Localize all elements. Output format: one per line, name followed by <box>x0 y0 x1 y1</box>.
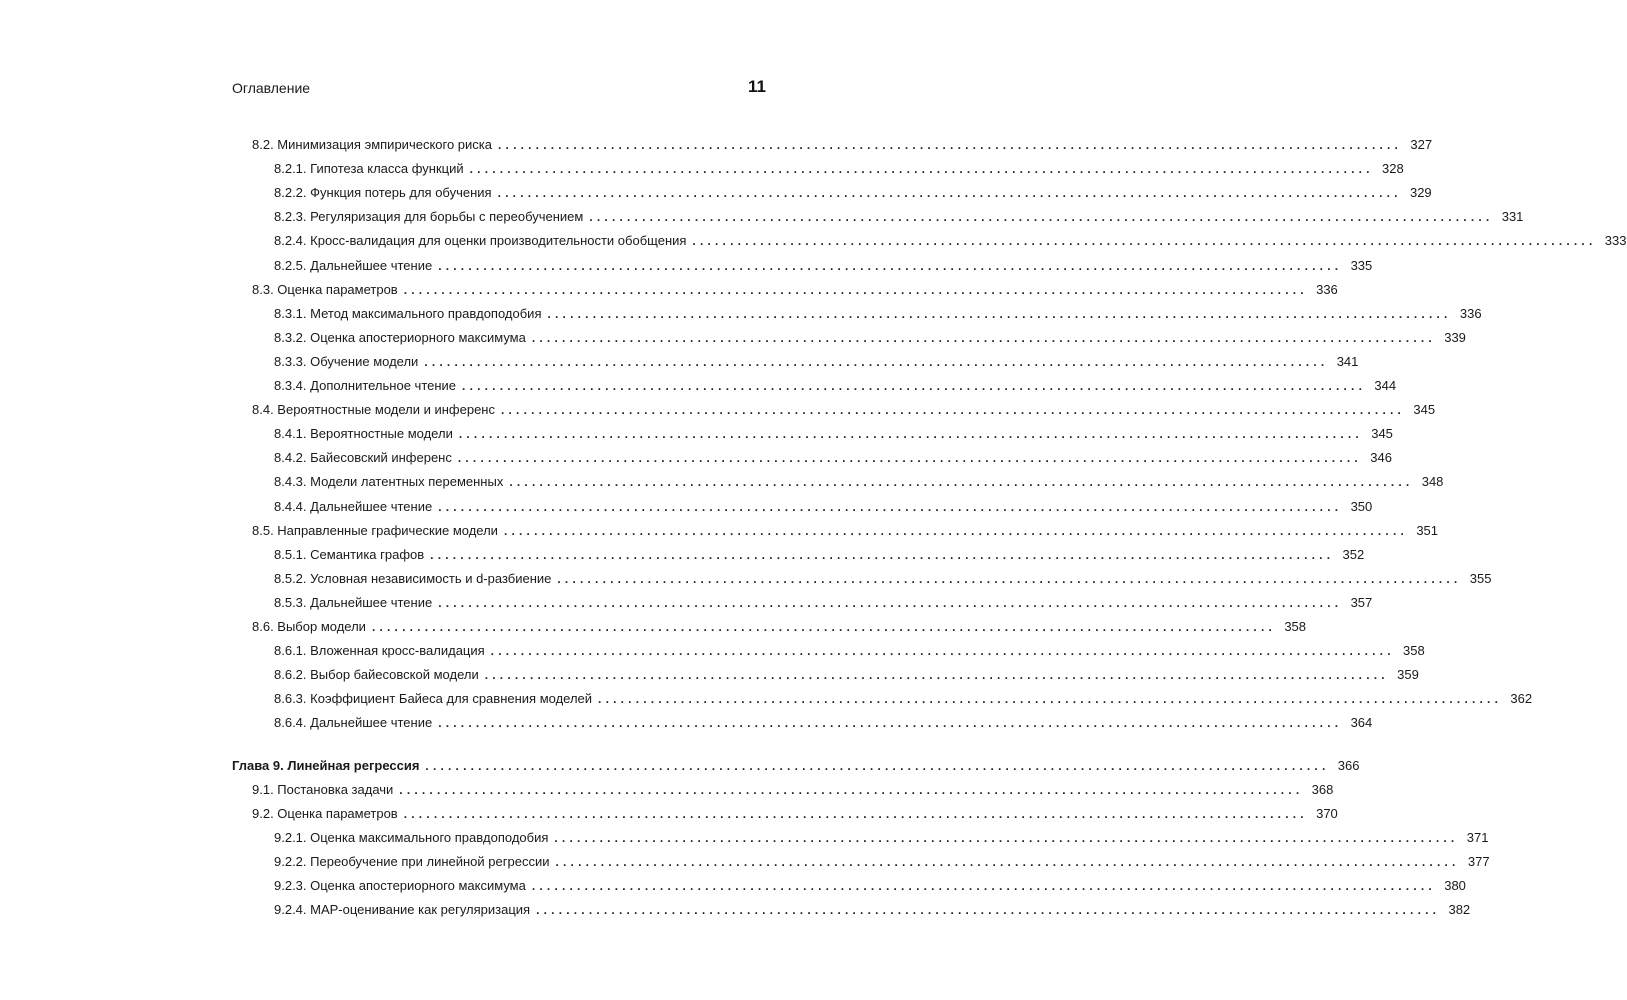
toc-entry <box>232 592 1373 614</box>
toc-entry-page: 335 <box>1350 257 1373 273</box>
toc-entry-page: 339 <box>1444 329 1466 345</box>
toc-entry <box>232 664 1419 686</box>
toc-entry-page: 336 <box>1316 281 1338 297</box>
toc-dot-leader: ........................................................................................................................ <box>531 330 1436 345</box>
toc-entry <box>232 255 1373 277</box>
toc-entry <box>232 544 1365 566</box>
toc-dot-leader: ........................................................................................................................ <box>430 547 1335 562</box>
toc-entry <box>232 688 1533 710</box>
toc-entry-title: 9.2.4. MAP-оценивание как регуляризация <box>274 902 531 918</box>
toc-entry-title: 8.4.4. Дальнейшее чтение <box>274 498 433 514</box>
toc-entry <box>232 803 1338 825</box>
toc-entry-page: 351 <box>1416 522 1439 538</box>
toc-entry-page: 371 <box>1466 829 1489 845</box>
toc-dot-leader: ........................................................................................................................ <box>500 403 1406 418</box>
toc-entry <box>232 827 1489 849</box>
toc-entry-page: 380 <box>1444 878 1466 893</box>
toc-dot-leader: ........................................................................................................................ <box>497 186 1402 201</box>
toc-entry-page: 370 <box>1316 805 1338 821</box>
toc-entry-page: 341 <box>1336 353 1359 369</box>
toc-entry <box>232 520 1439 542</box>
toc-dot-leader: ........................................................................................................................ <box>554 830 1459 845</box>
toc-entry-title: Глава 9. Линейная регрессия <box>232 757 420 773</box>
toc-entry <box>232 471 1444 493</box>
toc-entry-page: 355 <box>1469 570 1492 586</box>
toc-entry-page: 327 <box>1410 137 1433 152</box>
toc-entry <box>232 230 1627 252</box>
toc-dot-leader: ........................................................................................................................ <box>458 427 1363 442</box>
toc-entry-title: 8.6.3. Коэффициент Байеса для сравнения моделей <box>274 691 593 707</box>
toc-dot-leader: ........................................................................................................................ <box>438 716 1343 731</box>
toc-entry <box>232 712 1373 734</box>
toc-entry-page: 345 <box>1371 426 1393 442</box>
toc-entry-title: 9.1. Постановка задачи <box>252 781 394 797</box>
toc-dot-leader: ........................................................................................................................ <box>557 571 1462 586</box>
toc-entry-title: 8.5.1. Семантика графов <box>274 546 425 562</box>
toc-entry <box>232 134 1433 156</box>
toc-entry-title: 8.4. Вероятностные модели и инференс <box>252 402 495 418</box>
toc-dot-leader: ........................................................................................................................ <box>498 138 1403 152</box>
toc-entry <box>232 875 1466 897</box>
toc-dot-leader: ........................................................................................................................ <box>484 668 1389 683</box>
toc-entry-page: 344 <box>1374 378 1397 393</box>
toc-entry-page: 336 <box>1459 305 1482 321</box>
toc-entry <box>232 616 1307 638</box>
toc-entry <box>232 375 1397 397</box>
toc-entry-title: 8.6.1. Вложенная кросс-валидация <box>274 643 485 659</box>
toc-entry-title: 8.2.3. Регуляризация для борьбы с переобучением <box>274 209 584 225</box>
toc-entry <box>232 182 1432 204</box>
toc-dot-leader: ........................................................................................................................ <box>555 854 1460 869</box>
toc-entry-title: 8.4.2. Байесовский инференс <box>274 450 452 466</box>
toc-entry-title: 8.3.4. Дополнительное чтение <box>274 378 457 393</box>
toc-entry-title: 8.5.3. Дальнейшее чтение <box>274 594 433 610</box>
toc-dot-leader: ........................................................................................................................ <box>536 903 1441 918</box>
toc-chapter-entry <box>232 755 1360 777</box>
toc-entry-title: 8.2.5. Дальнейшее чтение <box>274 257 433 273</box>
toc-entry <box>232 447 1392 469</box>
toc-entry-page: 348 <box>1421 474 1444 490</box>
toc-dot-leader: ........................................................................................................................ <box>403 806 1308 821</box>
toc-entry-title: 9.2. Оценка параметров <box>252 805 398 821</box>
toc-dot-leader: ........................................................................................................................ <box>462 379 1367 393</box>
toc-entry-page: 346 <box>1370 450 1392 466</box>
toc-entry-title: 8.4.3. Модели латентных переменных <box>274 474 504 490</box>
toc-entry <box>232 279 1338 301</box>
toc-dot-leader: ........................................................................................................................ <box>403 282 1308 297</box>
toc-entry <box>232 206 1524 228</box>
toc-dot-leader: ........................................................................................................................ <box>438 499 1343 514</box>
toc-entry-title: 8.3.3. Обучение модели <box>274 353 419 369</box>
toc-entry-title: 9.2.2. Переобучение при линейной регрессии <box>274 853 550 869</box>
toc-dot-leader: ........................................................................................................................ <box>509 475 1414 490</box>
toc-dot-leader: ........................................................................................................................ <box>399 782 1304 797</box>
toc-entry-page: 377 <box>1467 853 1490 869</box>
toc-dot-leader: ........................................................................................................................ <box>424 354 1329 369</box>
toc-dot-leader: ........................................................................................................................ <box>503 523 1409 538</box>
toc-entry-title: 9.2.3. Оценка апостериорного максимума <box>274 878 526 893</box>
toc-dot-leader: ........................................................................................................................ <box>692 234 1597 249</box>
toc-entry <box>232 640 1425 662</box>
toc-dot-leader: ........................................................................................................................ <box>425 758 1330 773</box>
toc-dot-leader: ........................................................................................................................ <box>531 879 1436 893</box>
toc-entry-page: 333 <box>1604 233 1627 249</box>
toc-entry-title: 8.3.1. Метод максимального правдоподобия <box>274 305 542 321</box>
toc-entry-title: 8.6.2. Выбор байесовской модели <box>274 667 479 683</box>
toc-entry-title: 8.6.4. Дальнейшее чтение <box>274 715 433 731</box>
toc-entry-page: 362 <box>1510 691 1533 707</box>
page-number: 11 <box>748 77 766 96</box>
running-header-title: Оглавление <box>232 80 311 96</box>
toc-entry-title: 8.5. Направленные графические модели <box>252 522 498 538</box>
toc-entry-title: 8.2.2. Функция потерь для обучения <box>274 185 492 201</box>
toc-entry-page: 331 <box>1501 209 1524 225</box>
toc-entry-title: 8.4.1. Вероятностные модели <box>274 426 453 442</box>
toc-entry-page: 382 <box>1448 902 1471 918</box>
toc-entry <box>232 779 1334 801</box>
toc-dot-leader: ........................................................................................................................ <box>547 306 1452 321</box>
toc-entry-page: 364 <box>1350 715 1373 731</box>
toc-dot-leader: ........................................................................................................................ <box>490 644 1395 659</box>
toc-entry-page: 352 <box>1342 546 1365 562</box>
toc-dot-leader: ........................................................................................................................ <box>438 595 1343 610</box>
toc-entry-page: 368 <box>1311 781 1334 797</box>
toc-entry <box>232 496 1373 518</box>
toc-entry <box>232 351 1359 373</box>
toc-entry <box>232 158 1404 180</box>
toc-dot-leader: ........................................................................................................................ <box>371 620 1277 634</box>
toc-dot-leader: ........................................................................................................................ <box>598 692 1503 707</box>
toc-entry <box>232 399 1436 421</box>
toc-entry-page: 350 <box>1350 498 1373 514</box>
toc-entry <box>232 851 1490 873</box>
toc-dot-leader: ........................................................................................................................ <box>589 210 1494 225</box>
toc-entry-page: 345 <box>1413 402 1436 418</box>
toc-entry-page: 328 <box>1382 161 1404 177</box>
toc-entry-page: 329 <box>1409 185 1432 201</box>
toc-entry-page: 358 <box>1403 643 1425 659</box>
toc-entry-title: 8.2.1. Гипотеза класса функций <box>274 161 464 177</box>
toc-entry <box>232 899 1471 921</box>
toc-entry-title: 8.5.2. Условная независимость и d-разбиение <box>274 570 552 586</box>
toc-entry <box>232 327 1466 349</box>
toc-entry-title: 8.3. Оценка параметров <box>252 281 398 297</box>
toc-entry-title: 8.3.2. Оценка апостериорного максимума <box>274 329 526 345</box>
toc-dot-leader: ........................................................................................................................ <box>469 162 1374 177</box>
toc-entry-title: 8.2.4. Кросс-валидация для оценки производительности обобщения <box>274 233 687 249</box>
toc-dot-leader: ........................................................................................................................ <box>438 258 1343 273</box>
toc-entry-title: 8.2. Минимизация эмпирического риска <box>252 137 492 152</box>
toc-entry <box>232 303 1482 325</box>
toc-entry-title: 8.6. Выбор модели <box>252 619 366 634</box>
toc-entry-page: 359 <box>1397 667 1419 683</box>
toc-dot-leader: ........................................................................................................................ <box>457 451 1362 466</box>
toc-entry-page: 358 <box>1284 619 1307 634</box>
toc-entry-page: 366 <box>1337 757 1360 773</box>
toc-entry-page: 357 <box>1350 594 1373 610</box>
toc-entry-title: 9.2.1. Оценка максимального правдоподобия <box>274 829 549 845</box>
toc-entry <box>232 423 1393 445</box>
toc-entry <box>232 568 1492 590</box>
